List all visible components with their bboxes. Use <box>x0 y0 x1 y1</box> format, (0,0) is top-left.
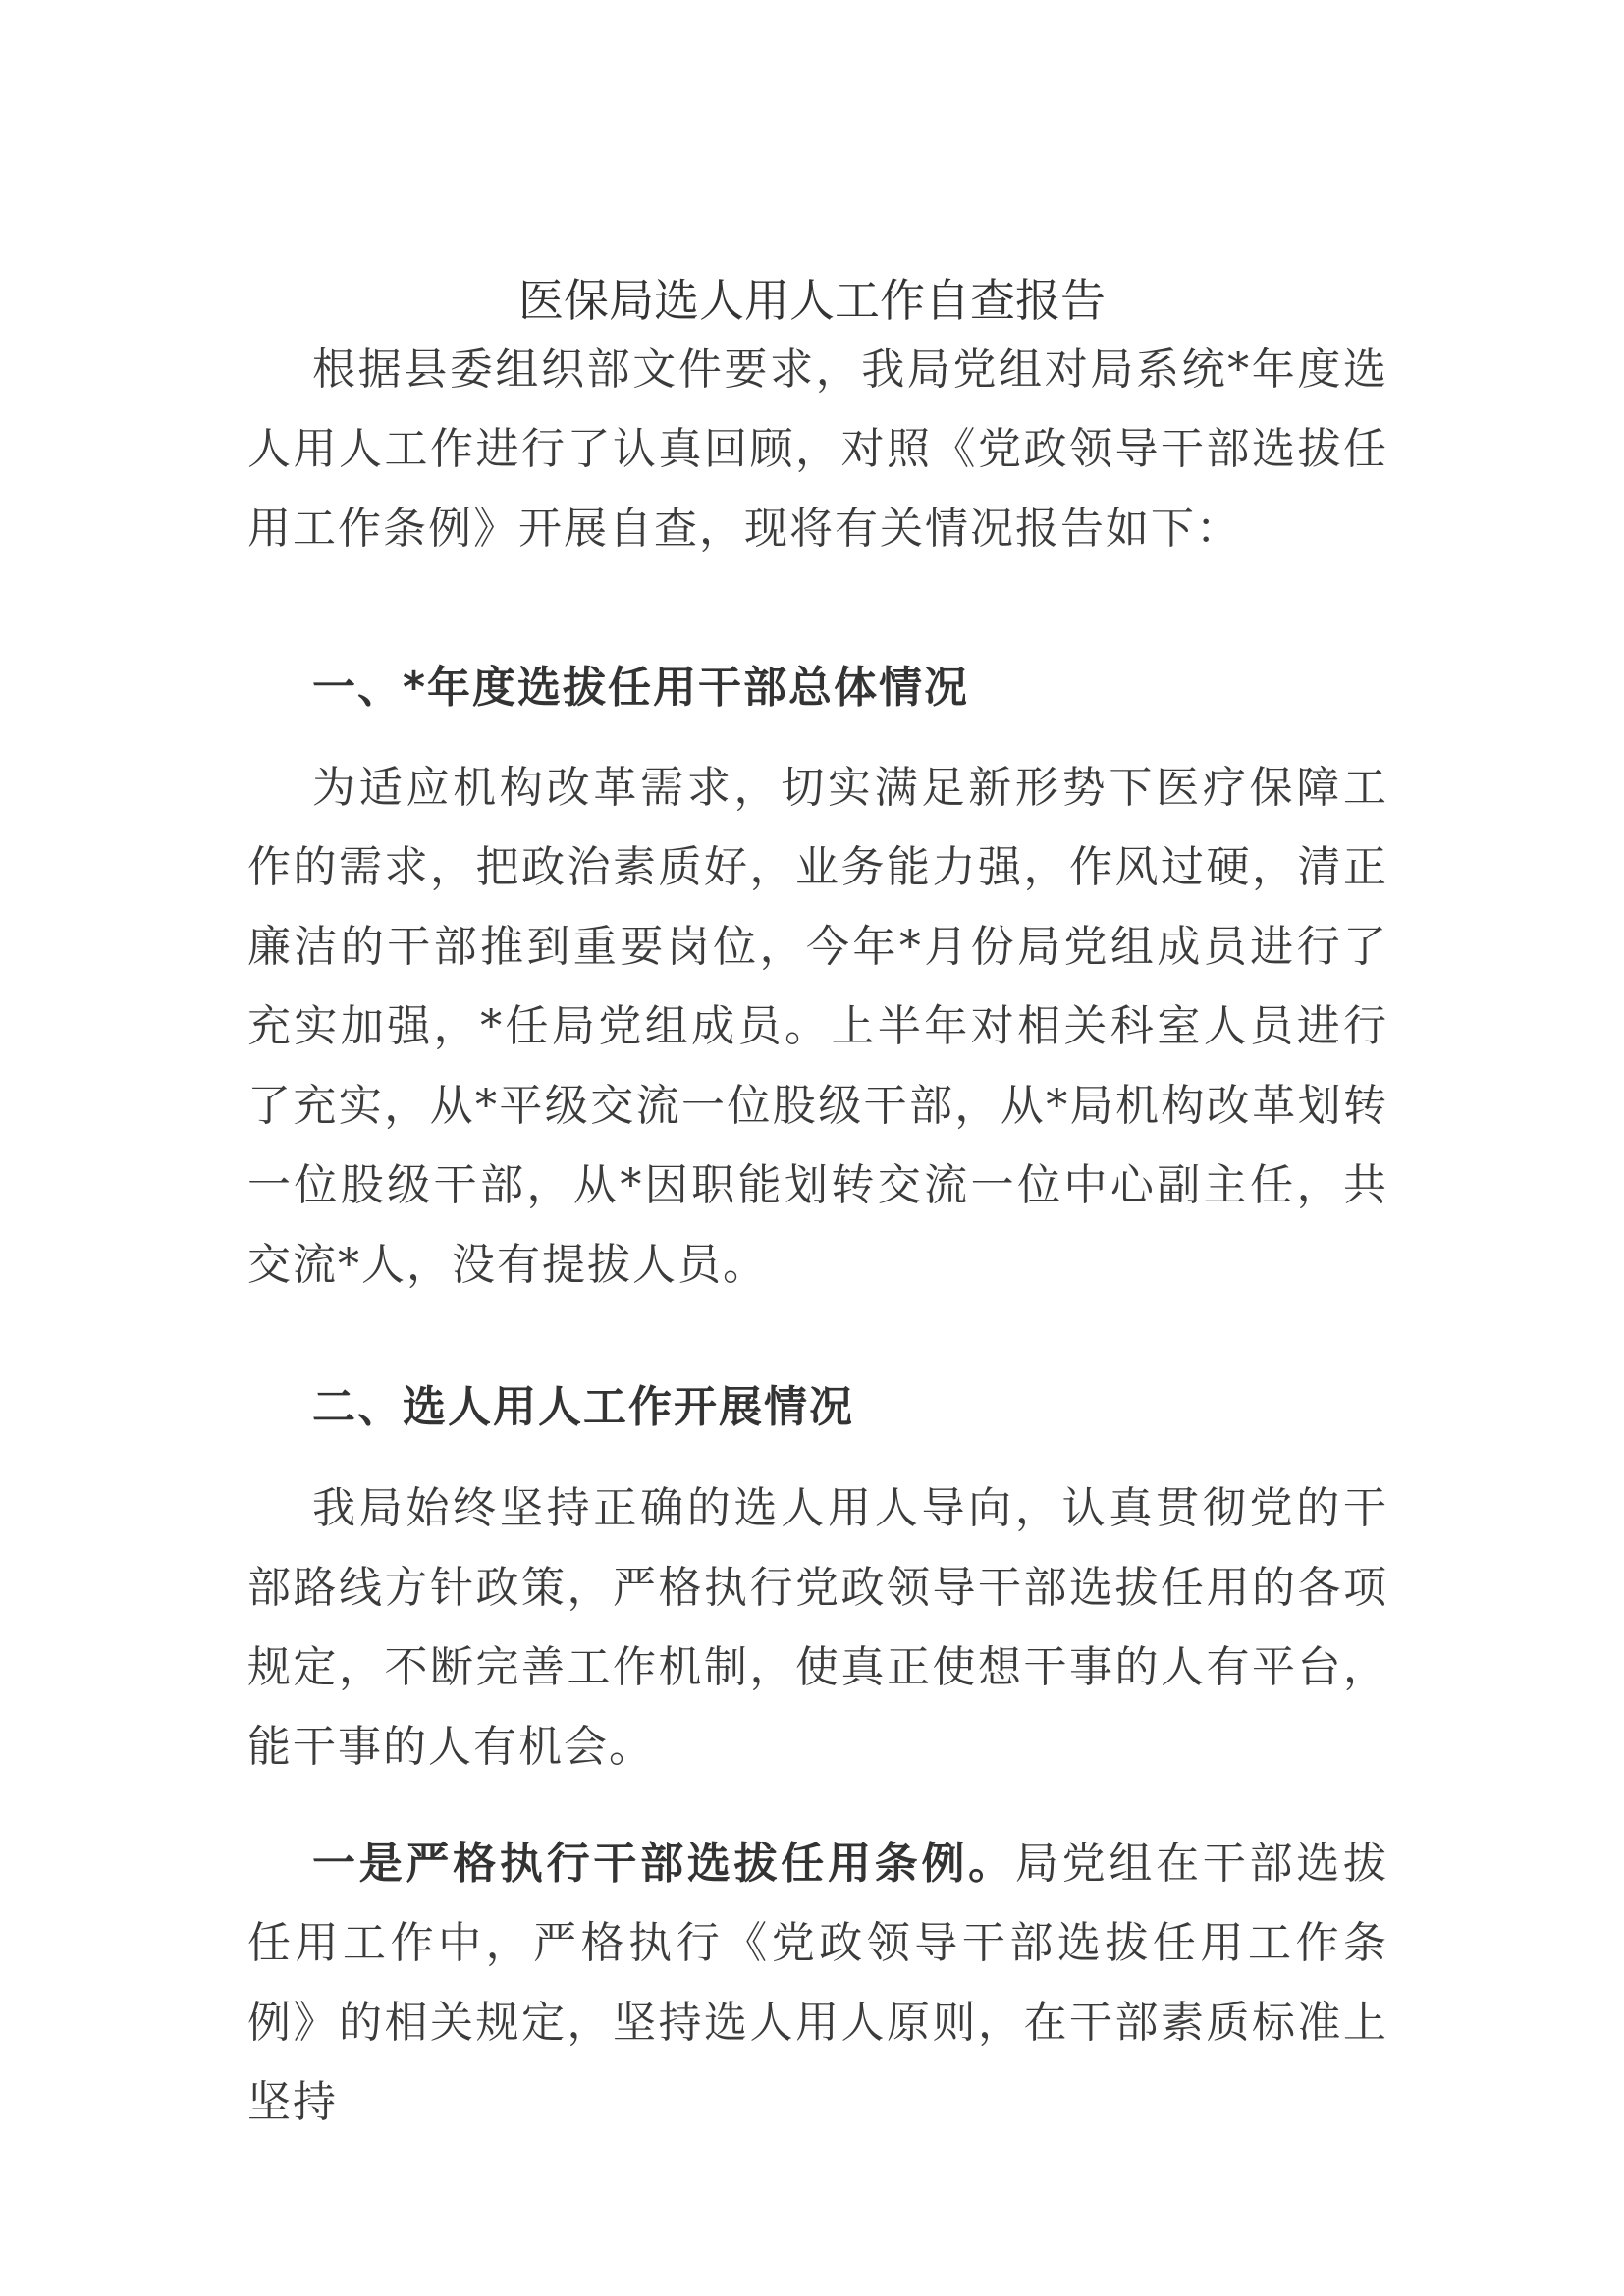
item-1-body: 局党组在干部选拔任用工作中，严格执行《党政领导干部选拔任用工作条例》的相关规定，坚持选人用人原则，在干部素质标准上坚持 <box>247 1839 1389 2127</box>
intro-paragraph: 根据县委组织部文件要求，我局党组对局系统*年度选人用人工作进行了认真回顾，对照《党政领导干部选拔任用工作条例》开展自查，现将有关情况报告如下： <box>247 345 1388 554</box>
section-2-paragraph: 我局始终坚持正确的选人用人导向，认真贯彻党的干部路线方针政策，严格执行党政领导干部选拔任用的各项规定，不断完善工作机制，使真正使想干事的人有平台，能干事的人有机会。 <box>247 1483 1388 1772</box>
section-heading-1: 一、*年度选拔任用干部总体情况 <box>312 663 970 713</box>
document-title: 医保局选人用人工作自查报告 <box>518 274 1106 327</box>
item-1-paragraph <box>247 1824 1388 2142</box>
section-heading-2: 二、选人用人工作开展情况 <box>312 1382 854 1432</box>
item-1-lead: 一是严格执行干部选拔任用条例。 <box>312 1839 1015 1889</box>
section-1-paragraph: 为适应机构改革需求，切实满足新形势下医疗保障工作的需求，把政治素质好，业务能力强，作风过硬，清正廉洁的干部推到重要岗位，今年*月份局党组成员进行了充实加强，*任局党组成员。上半年对相关科室人员进行了充实，从*平级交流一位股级干部，从*局机构改革划转一位股级干部，从*因职能划转交流一位中心副主任，共交流*人，没有提拔人员。 <box>247 763 1388 1290</box>
